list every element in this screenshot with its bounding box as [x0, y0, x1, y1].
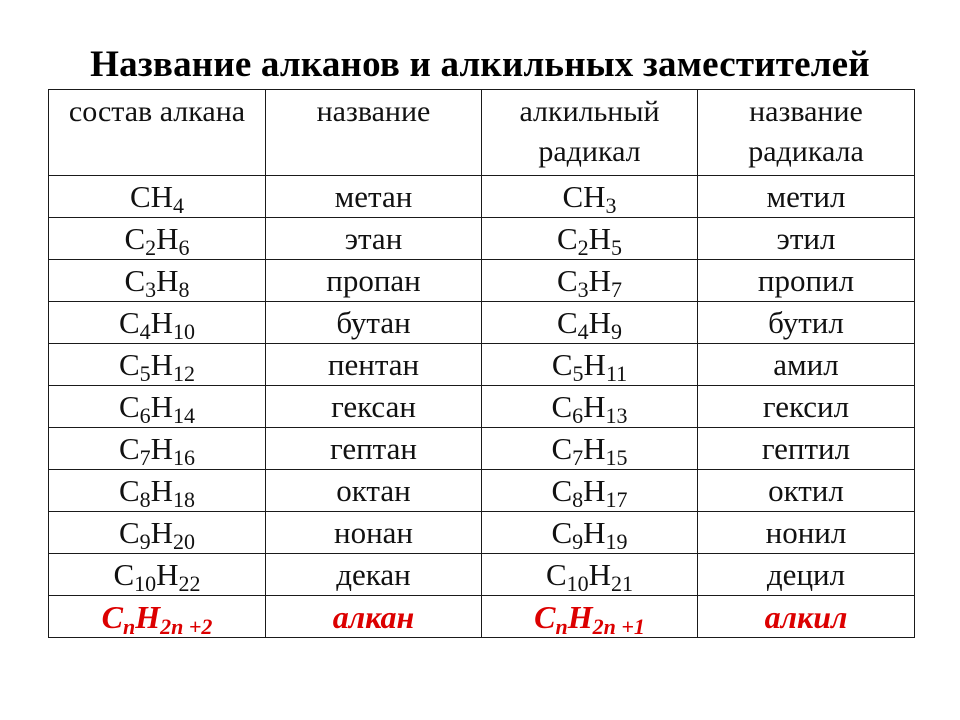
radical-name: бутил: [698, 302, 915, 344]
radical-formula: $C_7H_{15}$: [482, 428, 698, 470]
alkane-name: бутан: [266, 302, 482, 344]
alkane-name: этан: [266, 218, 482, 260]
header-radical-name: название радикала: [698, 90, 915, 176]
alkane-formula: $C_6H_{14}$: [49, 386, 266, 428]
table-row: [49, 512, 915, 554]
radical-name: децил: [698, 554, 915, 596]
alkane-name: метан: [266, 176, 482, 218]
table-row: [49, 344, 915, 386]
alkane-formula: $C_8H_{18}$: [49, 470, 266, 512]
table-row: [49, 260, 915, 302]
alkane-general-formula: $C_nH_{2n +2}$: [49, 596, 266, 638]
table-body: [49, 176, 915, 638]
radical-name: нонил: [698, 512, 915, 554]
alkane-name: нонан: [266, 512, 482, 554]
alkane-formula: $C_{10}H_{22}$: [49, 554, 266, 596]
radical-general-name: алкил: [698, 596, 915, 638]
alkane-name: пропан: [266, 260, 482, 302]
alkane-formula: $CH_4$: [49, 176, 266, 218]
table-row: [49, 386, 915, 428]
alkane-name: октан: [266, 470, 482, 512]
table-row: [49, 176, 915, 218]
header-alkane-name: название: [266, 90, 482, 176]
general-formula-row: [49, 596, 915, 638]
radical-formula: $C_4H_9$: [482, 302, 698, 344]
alkane-formula: $C_7H_{16}$: [49, 428, 266, 470]
radical-name: метил: [698, 176, 915, 218]
alkane-name: декан: [266, 554, 482, 596]
page-title: Название алканов и алкильных заместителей: [90, 44, 870, 85]
radical-formula: $C_9H_{19}$: [482, 512, 698, 554]
radical-name: амил: [698, 344, 915, 386]
table-row: [49, 554, 915, 596]
radical-formula: $C_2H_5$: [482, 218, 698, 260]
alkane-formula: $C_2H_6$: [49, 218, 266, 260]
radical-name: октил: [698, 470, 915, 512]
radical-formula: $C_3H_7$: [482, 260, 698, 302]
radical-formula: $C_5H_{11}$: [482, 344, 698, 386]
alkane-formula: $C_3H_8$: [49, 260, 266, 302]
header-alkane-composition: состав алкана: [49, 90, 266, 176]
radical-name: гексил: [698, 386, 915, 428]
radical-formula: $C_{10}H_{21}$: [482, 554, 698, 596]
radical-name: этил: [698, 218, 915, 260]
table-row: [49, 428, 915, 470]
alkane-formula: $C_4H_{10}$: [49, 302, 266, 344]
alkane-name: гексан: [266, 386, 482, 428]
radical-name: пропил: [698, 260, 915, 302]
header-row: [49, 90, 915, 176]
radical-name: гептил: [698, 428, 915, 470]
table-row: [49, 302, 915, 344]
table-row: [49, 470, 915, 512]
alkane-name: пентан: [266, 344, 482, 386]
table-row: [49, 218, 915, 260]
alkane-formula: $C_5H_{12}$: [49, 344, 266, 386]
alkane-name: гептан: [266, 428, 482, 470]
alkanes-table: [48, 89, 915, 638]
radical-formula: $C_6H_{13}$: [482, 386, 698, 428]
radical-formula: $C_8H_{17}$: [482, 470, 698, 512]
radical-general-formula: $C_nH_{2n +1}$: [482, 596, 698, 638]
alkane-formula: $C_9H_{20}$: [49, 512, 266, 554]
alkane-general-name: алкан: [266, 596, 482, 638]
header-alkyl-radical: алкильный радикал: [482, 90, 698, 176]
radical-formula: $CH_3$: [482, 176, 698, 218]
